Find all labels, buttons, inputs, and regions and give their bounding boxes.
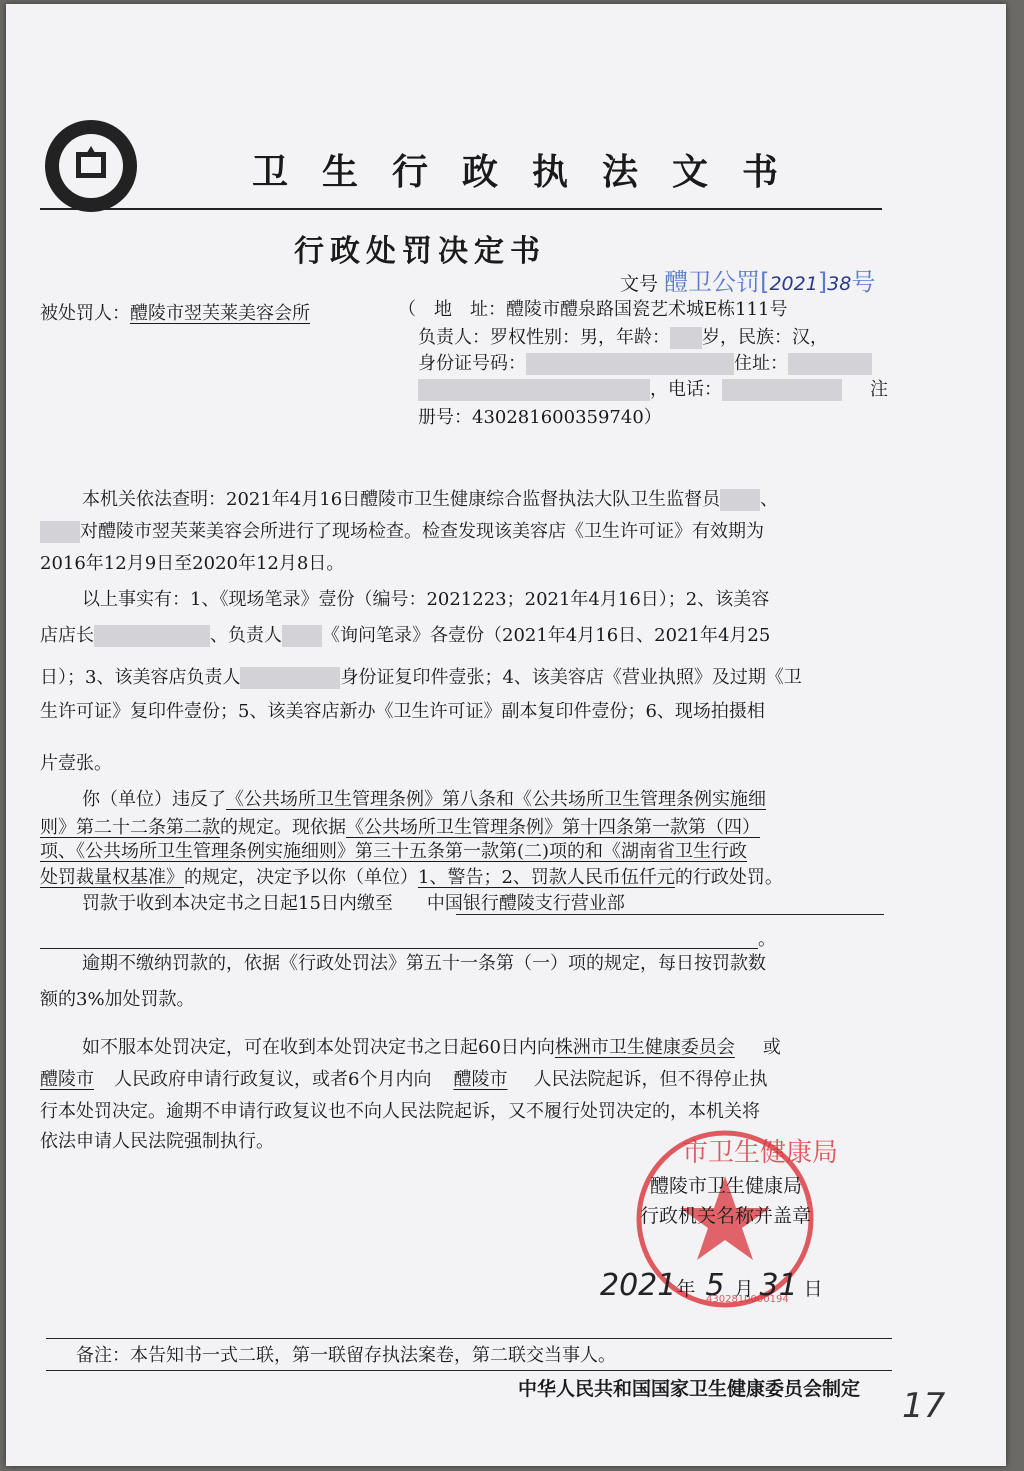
party-name: 醴陵市翌芙莱美容会所: [130, 303, 310, 324]
p3-line4: 处罚裁量权基准》的规定，决定予以你（单位）1、警告；2、罚款人民币伍仟元的行政处罚。: [40, 867, 783, 888]
doc-number: 文号 醴卫公罚[2021]38号: [620, 268, 876, 296]
p6-line3: 行本处罚决定。逾期不申请行政复议也不向人民法院起诉，又不履行处罚决定的，本机关将: [40, 1101, 760, 1122]
party-address: （ 地 址：醴陵市醴泉路国瓷艺术城E栋111号: [398, 299, 788, 320]
seal-number: 4302810000194: [706, 1294, 789, 1305]
p5-line2: 额的3%加处罚款。: [40, 989, 195, 1010]
party-person: 负责人：罗权性别：男，年龄： 岁，民族：汉，: [418, 327, 828, 348]
p2-line3: 日）；3、该美容店负责人 身份证复印件壹张；4、该美容店《营业执照》及过期《卫: [40, 667, 802, 688]
signature-date: 2021年 5 月 31 日: [600, 1268, 823, 1303]
footer-rule-bottom: [46, 1370, 892, 1371]
p3-line2: 则》第二十二条第二款的规定。现依据《公共场所卫生管理条例》第十四条第一款第（四）: [40, 817, 760, 838]
doc-number-label: 文号: [620, 273, 659, 295]
header-title: 卫生行政执法文书: [252, 151, 813, 193]
p4-line1: 罚款于收到本决定书之日起15日内缴至 中国银行醴陵支行营业部: [82, 893, 625, 914]
footer-rule-top: [46, 1338, 892, 1339]
p2-line5: 片壹张。: [40, 753, 112, 774]
party-id: 身份证号码： 住址：: [418, 352, 872, 376]
party-label: 被处罚人：醴陵市翌芙莱美容会所: [40, 303, 310, 324]
p2-line4: 生许可证》复印件壹份；5、该美容店新办《卫生许可证》副本复印件壹份；6、现场拍摄相: [40, 701, 765, 722]
party-reg: 册号：430281600359740）: [418, 407, 662, 428]
p2-line2: 店店长 、负责人 《询问笔录》各壹份（2021年4月16日、2021年4月25: [40, 625, 771, 646]
doc-title: 行政处罚决定书: [294, 234, 546, 269]
p4-end: 。: [758, 929, 776, 950]
p3-line1: 你（单位）违反了《公共场所卫生管理条例》第八条和《公共场所卫生管理条例实施细: [82, 789, 766, 810]
signature-note: 行政机关名称并盖章: [640, 1205, 812, 1227]
p5-line1: 逾期不缴纳罚款的，依据《行政处罚法》第五十一条第（一）项的规定，每日按罚款数: [82, 953, 766, 974]
doc-number-prefix: 醴卫公罚: [664, 268, 761, 296]
header-rule: [40, 208, 882, 210]
p6-line2: 醴陵市 人民政府申请行政复议，或者6个月内向 醴陵市 人民法院起诉，但不得停止执: [40, 1069, 768, 1090]
doc-number-suffix: 号: [851, 268, 876, 296]
doc-number-number: 38: [827, 273, 852, 295]
emblem-logo: [26, 116, 156, 220]
footer-remark: 备注：本告知书一式二联，第一联留存执法案卷，第二联交当事人。: [76, 1345, 616, 1366]
p6-line1: 如不服本处罚决定，可在收到本处罚决定书之日起60日内向株洲市卫生健康委员会 或: [82, 1037, 781, 1058]
document-page: [6, 4, 1006, 1466]
p1-line3: 2016年12月9日至2020年12月8日。: [40, 553, 345, 574]
p1-line2: 对醴陵市翌芙莱美容会所进行了现场检查。检查发现该美容店《卫生许可证》有效期为: [40, 520, 764, 544]
page-mark: 17: [902, 1386, 946, 1426]
p6-line4: 依法申请人民法院强制执行。: [40, 1131, 274, 1152]
party-phone: ，电话： 注: [418, 378, 888, 402]
p3-line3: 项、《公共场所卫生管理条例实施细则》第三十五条第一款第(二)项的和《湖南省卫生行政: [40, 841, 748, 862]
p1-line1: 本机关依法查明：2021年4月16日醴陵市卫生健康综合监督执法大队卫生监督员 、: [82, 489, 779, 510]
footer-maker: 中华人民共和国国家卫生健康委员会制定: [518, 1378, 861, 1400]
signature-org: 醴陵市卫生健康局: [650, 1175, 803, 1197]
seal-text: 市卫生健康局: [682, 1138, 839, 1168]
p2-line1: 以上事实有：1、《现场笔录》壹份（编号：2021223；2021年4月16日）；2、该美容: [82, 589, 770, 610]
doc-number-year: 2021: [769, 273, 818, 295]
